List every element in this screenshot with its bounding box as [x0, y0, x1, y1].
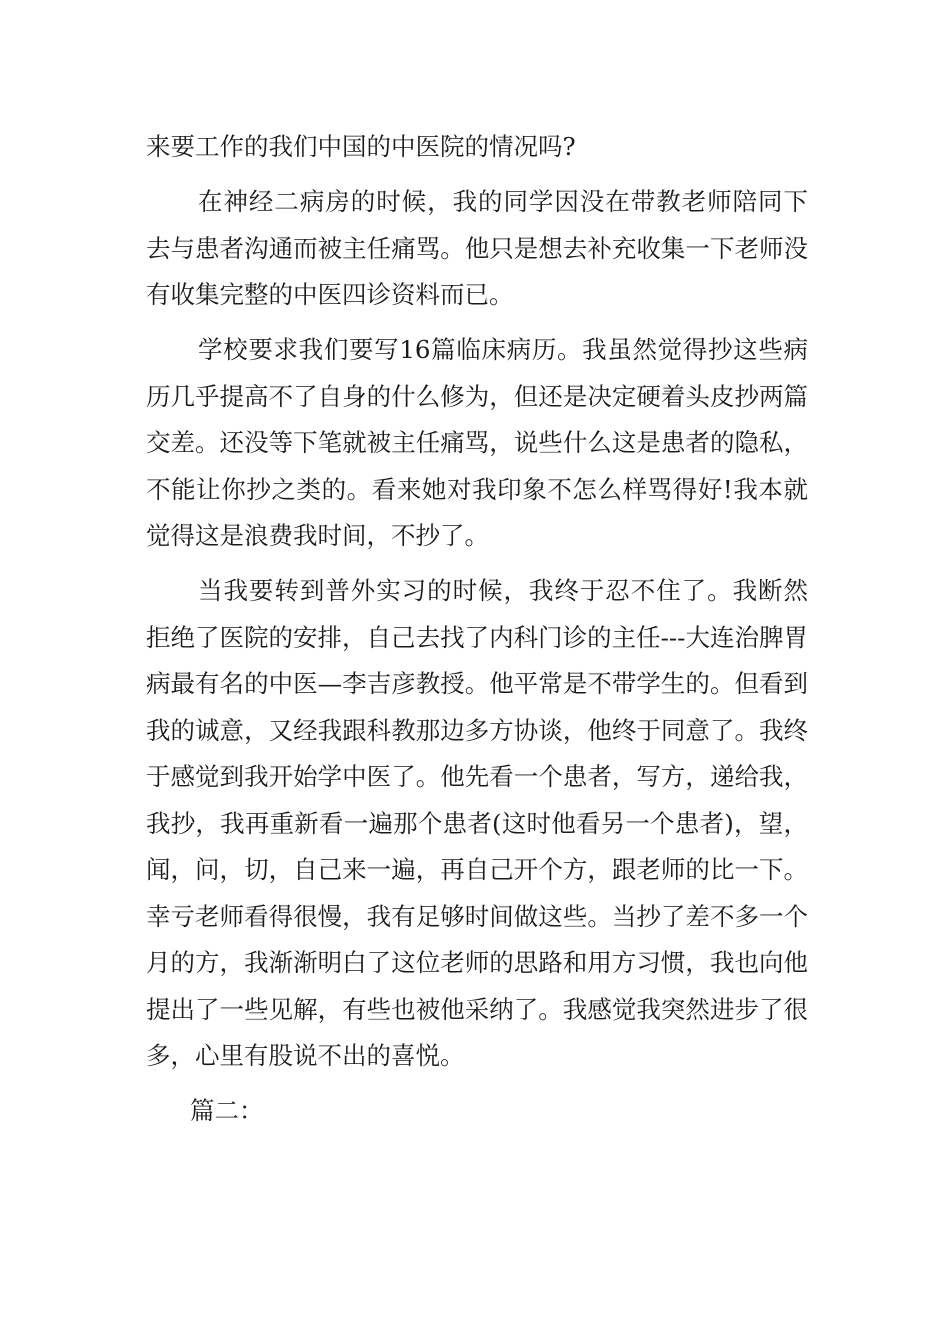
document-body	[146, 124, 808, 1135]
paragraph-neurology-ward: 在神经二病房的时候，我的同学因没在带教老师陪同下去与患者沟通而被主任痛骂。他只是想去补充收集一下老师没有收集完整的中医四诊资料而已。	[146, 187, 808, 309]
paragraph-outpatient-study: 当我要转到普外实习的时候，我终于忍不住了。我断然拒绝了医院的安排，自己去找了内科门诊的主任---大连治脾胃病最有名的中医—李吉彦教授。他平常是不带学生的。但看到我的诚意，又经我跟科教那边多方协谈，他终于同意了。我终于感觉到我开始学中医了。他先看一个患者，写方，递给我，我抄，我再重新看一遍那个患者(这时他看另一个患者)，望，闻，问，切，自己来一遍，再自己开个方，跟老师的比一下。幸亏老师看得很慢，我有足够时间做这些。当抄了差不多一个月的方，我渐渐明白了这位老师的思路和用方习惯，我也向他提出了一些见解，有些也被他采纳了。我感觉我突然进步了很多，心里有股说不出的喜悦。	[146, 576, 808, 1070]
paragraph-clinical-records: 学校要求我们要写16篇临床病历。我虽然觉得抄这些病历几乎提高不了自身的什么修为，但还是决定硬着头皮抄两篇交差。还没等下笔就被主任痛骂，说些什么这是患者的隐私，不能让你抄之类的。看来她对我印象不怎么样骂得好!我本就觉得这是浪费我时间，不抄了。	[146, 335, 808, 550]
section-heading: 篇二：	[190, 1096, 264, 1125]
paragraph-continuation: 来要工作的我们中国的中医院的情况吗?	[146, 132, 576, 161]
